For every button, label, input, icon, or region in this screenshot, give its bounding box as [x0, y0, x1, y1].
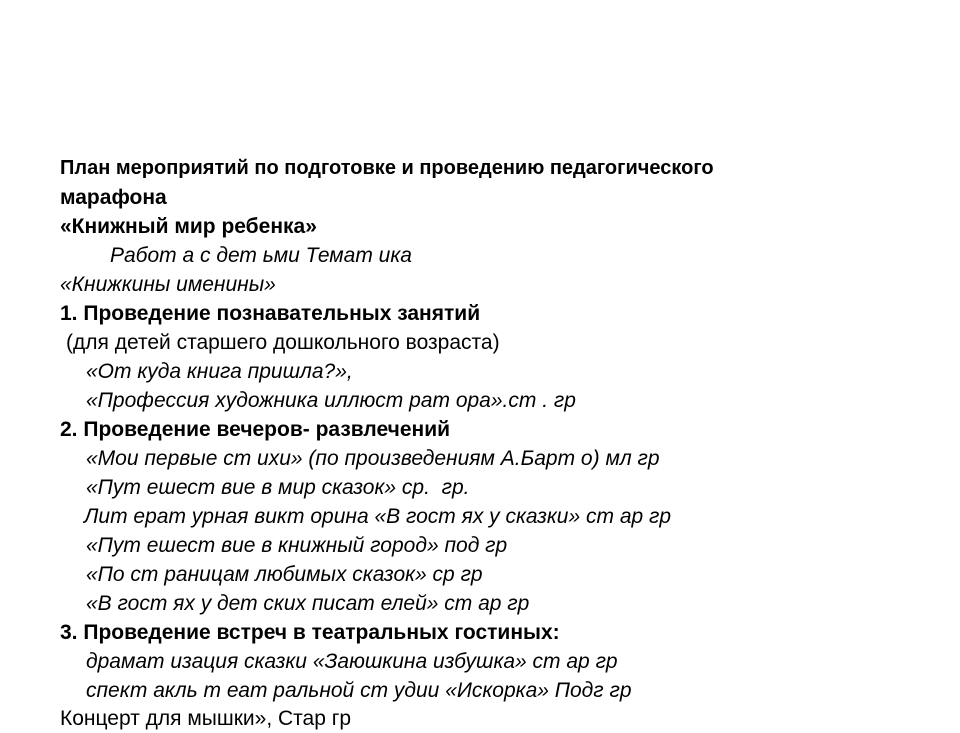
list-item: «В гост ях у дет ских писат елей» ст ар гр	[86, 592, 530, 615]
document-title-line-1: План мероприятий по подготовке и проведению педагогического	[60, 157, 714, 179]
partial-last-line: Концерт для мышки», Стар гр	[60, 707, 352, 730]
section-3-heading: 3. Проведение встреч в театральных гостиных:	[60, 621, 560, 644]
list-item: «Профессия художника иллюст рат ора».ст . гр	[86, 389, 576, 412]
list-item: «Пут ешест вие в мир сказок» ср. гр.	[86, 476, 470, 499]
document-title-line-2: марафона	[60, 186, 167, 209]
list-item: драмат изация сказки «Заюшкина избушка» ст ар гр	[86, 650, 618, 673]
list-item: «По ст раницам любимых сказок» ср гр	[86, 563, 483, 586]
theme-line-2: «Книжкины именины»	[60, 273, 276, 296]
list-item: «Мои первые ст ихи» (по произведениям А.Барт о) мл гр	[86, 447, 660, 470]
theme-line-1: Работ а с дет ьми Темат ика	[110, 244, 412, 267]
section-1-heading: 1. Проведение познавательных занятий	[60, 302, 481, 325]
list-item: Лит ерат урная викт орина «В гост ях у сказки» ст ар гр	[84, 505, 672, 528]
list-item: «Пут ешест вие в книжный город» под гр	[86, 534, 508, 557]
document-body	[60, 154, 940, 730]
list-item: спект акль т еат ральной ст удии «Искорка» Подг гр	[86, 679, 632, 702]
section-2-heading: 2. Проведение вечеров- развлечений	[60, 418, 451, 441]
document-title-line-3: «Книжный мир ребенка»	[60, 215, 317, 238]
section-1-subheading: (для детей старшего дошкольного возраста)	[66, 331, 500, 354]
list-item: «От куда книга пришла?»,	[86, 360, 353, 383]
